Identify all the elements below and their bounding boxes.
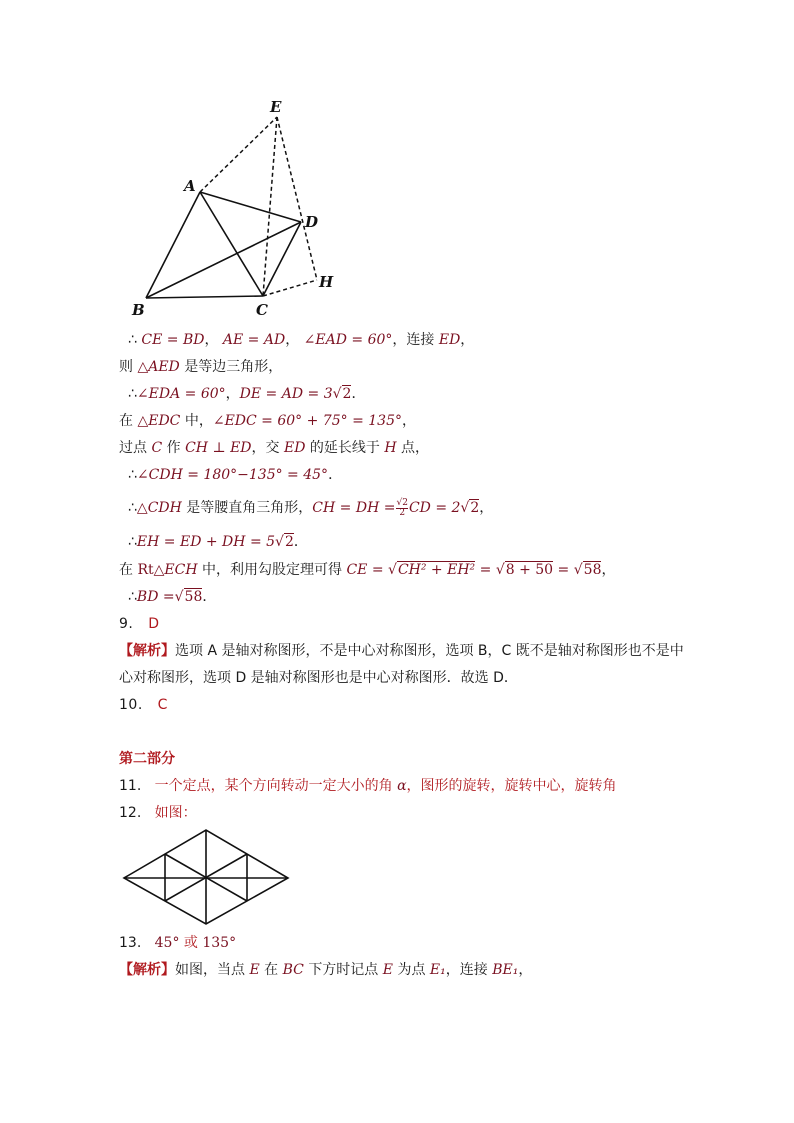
segment-BD [146,222,301,298]
solution-line-7: ∴△CDH 是等腰直角三角形，CH = DH = $\frac{√2}{2}$ CD = 2√2， [128,497,494,518]
solution-line-5: 过点 C 作 CH ⊥ ED，交 ED 的延长线于 H 点， [119,440,429,456]
section-heading: 第二部分 [119,751,175,767]
question-9-answer: 9. D [119,616,160,632]
segment-BC [146,296,263,298]
solution-line-1: ∴ CE = BD， AE = AD， ∠EAD = 60°，连接 ED， [128,332,475,348]
solution-line-10: ∴BD =√58． [128,589,217,605]
question-11-answer: 11. 一个定点，某个方向转动一定大小的角 α，图形的旋转，旋转中心，旋转角 [119,778,617,794]
label-C: C [256,301,268,319]
question-13-analysis: 【解析】如图，当点 E 在 BC 下方时记点 E 为点 E₁，连接 BE₁， [119,962,533,978]
question-10-answer: 10. C [119,697,168,713]
label-H: H [319,273,334,291]
rhombus-figure [120,828,292,928]
question-12-answer: 12. 如图： [119,805,197,821]
solution-line-6: ∴∠CDH = 180°−135° = 45°． [128,467,343,483]
segment-AE [200,117,277,192]
solution-line-4: 在 △EDC 中，∠EDC = 60° + 75° = 135°， [119,413,416,429]
question-13-answer: 13. 45° 或 135° [119,935,237,951]
question-9-analysis-line-1: 【解析】选项 A 是轴对称图形，不是中心对称图形，选项 B，C 既不是轴对称图形也不是中 [119,643,684,659]
label-B: B [132,301,145,319]
solution-line-8: ∴EH = ED + DH = 5√2． [128,534,308,550]
solution-line-2: 则 △AED 是等边三角形， [119,359,283,375]
solution-line-9: 在 Rt△ECH 中，利用勾股定理可得 CE = √CH² + EH² = √8 + 50 = √58， [119,562,616,578]
label-D: D [305,213,319,231]
question-9-analysis-line-2: 心对称图形，选项 D 是轴对称图形也是中心对称图形．故选 D． [119,670,518,686]
label-E: E [270,98,282,116]
segment-CD [263,222,301,296]
segment-CH [263,280,317,296]
segment-AB [146,192,200,298]
geometry-figure-1 [120,95,350,325]
solution-line-3: ∴∠EDA = 60°，DE = AD = 3√2． [128,386,366,402]
label-A: A [184,177,196,195]
segment-EC [263,117,277,296]
